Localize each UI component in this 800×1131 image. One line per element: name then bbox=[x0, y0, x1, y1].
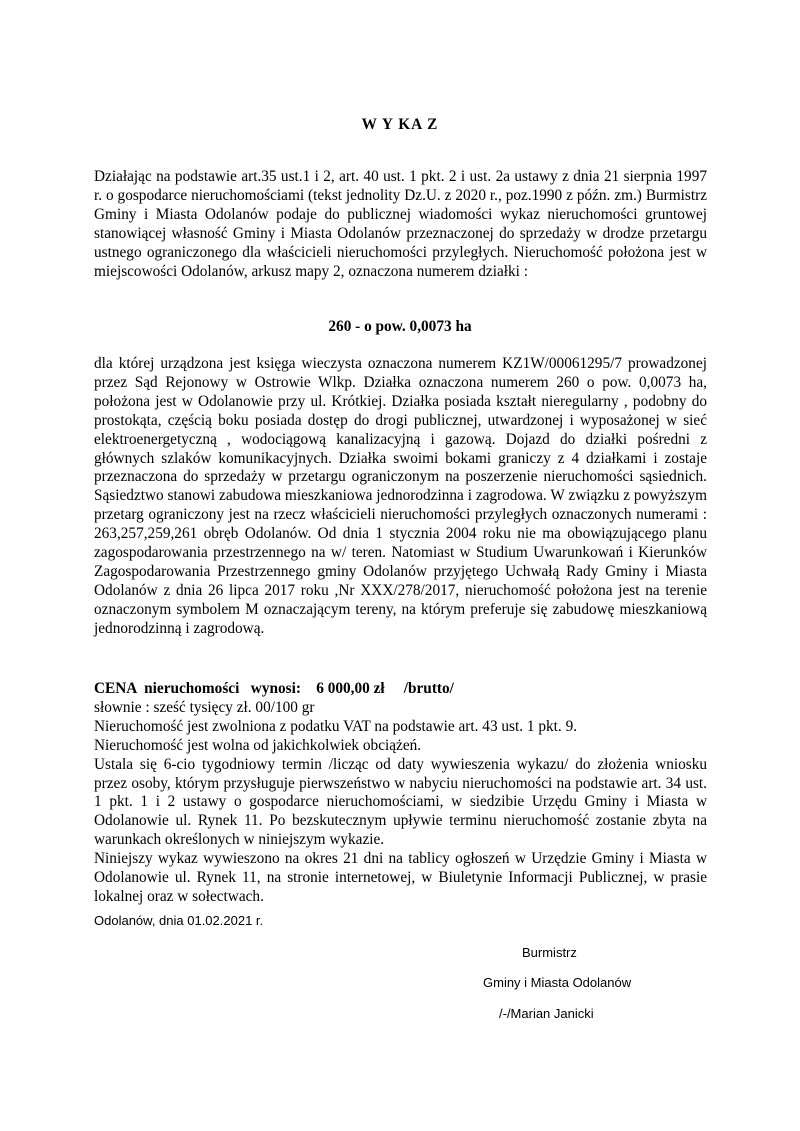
price-section bbox=[94, 680, 707, 907]
signature-office: Gminy i Miasta Odolanów bbox=[483, 975, 632, 990]
posting-paragraph: Niniejszy wykaz wywieszono na okres 21 dni na tablicy ogłoszeń w Urzędzie Gminy i Miasta w Odolanowie ul. Rynek 11, na stronie internetowej, w Biuletynie Informacji Publicznej, w prasie lokalnej oraz w sołectwach. bbox=[94, 850, 707, 905]
signature-role: Burmistrz bbox=[522, 945, 577, 960]
parcel-description: dla której urządzona jest księga wieczysta oznaczona numerem KZ1W/00061295/7 prowadzonej przez Sąd Rejonowy w Ostrowie Wlkp. Działka oznaczona numerem 260 o pow. 0,0073 ha, położona jest w Odolanowie przy ul. Krótkiej. Działka posiada kształt nieregularny , podobny do prostokąta, częścią boku posiada dostęp do drogi publicznej, utwardzonej i wyposażonej w sieć elektroenergetyczną , wodociągową kanalizacyjną i gazową. Dojazd do działki pośredni z głównych szlaków komunikacyjnych. Działka swoimi bokami graniczy z 4 działkami i zostaje przeznaczona do sprzedaży w przetargu ograniczonym na poszerzenie nieruchomości sąsiednich. Sąsiedztwo stanowi zabudowa mieszkaniowa jednorodzinna i zagrodowa. W związku z powyższym przetarg ograniczony jest na rzecz właścicieli nieruchomości przyległych oznaczonych numerami : 263,257,259,261 obręb Odolanów. Od dnia 1 stycznia 2004 roku nie ma obowiązującego planu zagospodarowania przestrzennego na w/ teren. Natomiast w Studium Uwarunkowań i Kierunków Zagospodarowania Przestrzennego gminy Odolanów przyjętego Uchwałą Rady Gminy i Miasta Odolanów z dnia 26 lipca 2017 roku ,Nr XXX/278/2017, nieruchomość położona jest na terenie oznaczonym symbolem M oznaczającym tereny, na którym preferuje się zabudowę mieszkaniową jednorodzinną i zagrodową. bbox=[94, 355, 707, 637]
encumbrance-note: Nieruchomość jest wolna od jakichkolwiek obciążeń. bbox=[94, 736, 422, 754]
document-title: W Y KA Z bbox=[361, 116, 439, 133]
price-in-words: słownie : sześć tysięcy zł. 00/100 gr bbox=[94, 698, 315, 716]
signature-name: /-/Marian Janicki bbox=[499, 1006, 594, 1021]
vat-note: Nieruchomość jest zwolniona z podatku VAT na podstawie art. 43 ust. 1 pkt. 9. bbox=[94, 717, 578, 735]
deadline-paragraph: Ustala się 6-cio tygodniowy termin /licząc od daty wywieszenia wykazu/ do złożenia wniosku przez osoby, którym przysługuje pierwszeństwo w nabyciu nieruchomości na podstawie art. 34 ust. 1 pkt. 1 i 2 ustawy o gospodarce nieruchomościami, w siedzibie Urzędu Gminy i Miasta w Odolanowie ul. Rynek 11. Po bezskutecznym upływie terminu nieruchomość zostanie zbyta na warunkach określonych w niniejszym wykazie. bbox=[94, 755, 707, 849]
parcel-heading: 260 - o pow. 0,0073 ha bbox=[328, 318, 472, 335]
document-date: Odolanów, dnia 01.02.2021 r. bbox=[94, 913, 264, 928]
intro-paragraph: Działając na podstawie art.35 ust.1 i 2, art. 40 ust. 1 pkt. 2 i ust. 2a ustawy z dnia 21 sierpnia 1997 r. o gospodarce nieruchomościami (tekst jednolity Dz.U. z 2020 r., poz.1990 z późn. zm.) Burmistrz Gminy i Miasta Odolanów podaje do publicznej wiadomości wykaz nieruchomości gruntowej stanowiącej własność Gminy i Miasta Odolanów przeznaczonej do sprzedaży w drodze przetargu ustnego ograniczonego dla właścicieli nieruchomości przyległych. Nieruchomość położona jest w miejscowości Odolanów, arkusz mapy 2, oznaczona numerem działki : bbox=[94, 168, 707, 280]
price-line: CENA nieruchomości wynosi: 6 000,00 zł /brutto/ bbox=[94, 680, 454, 697]
